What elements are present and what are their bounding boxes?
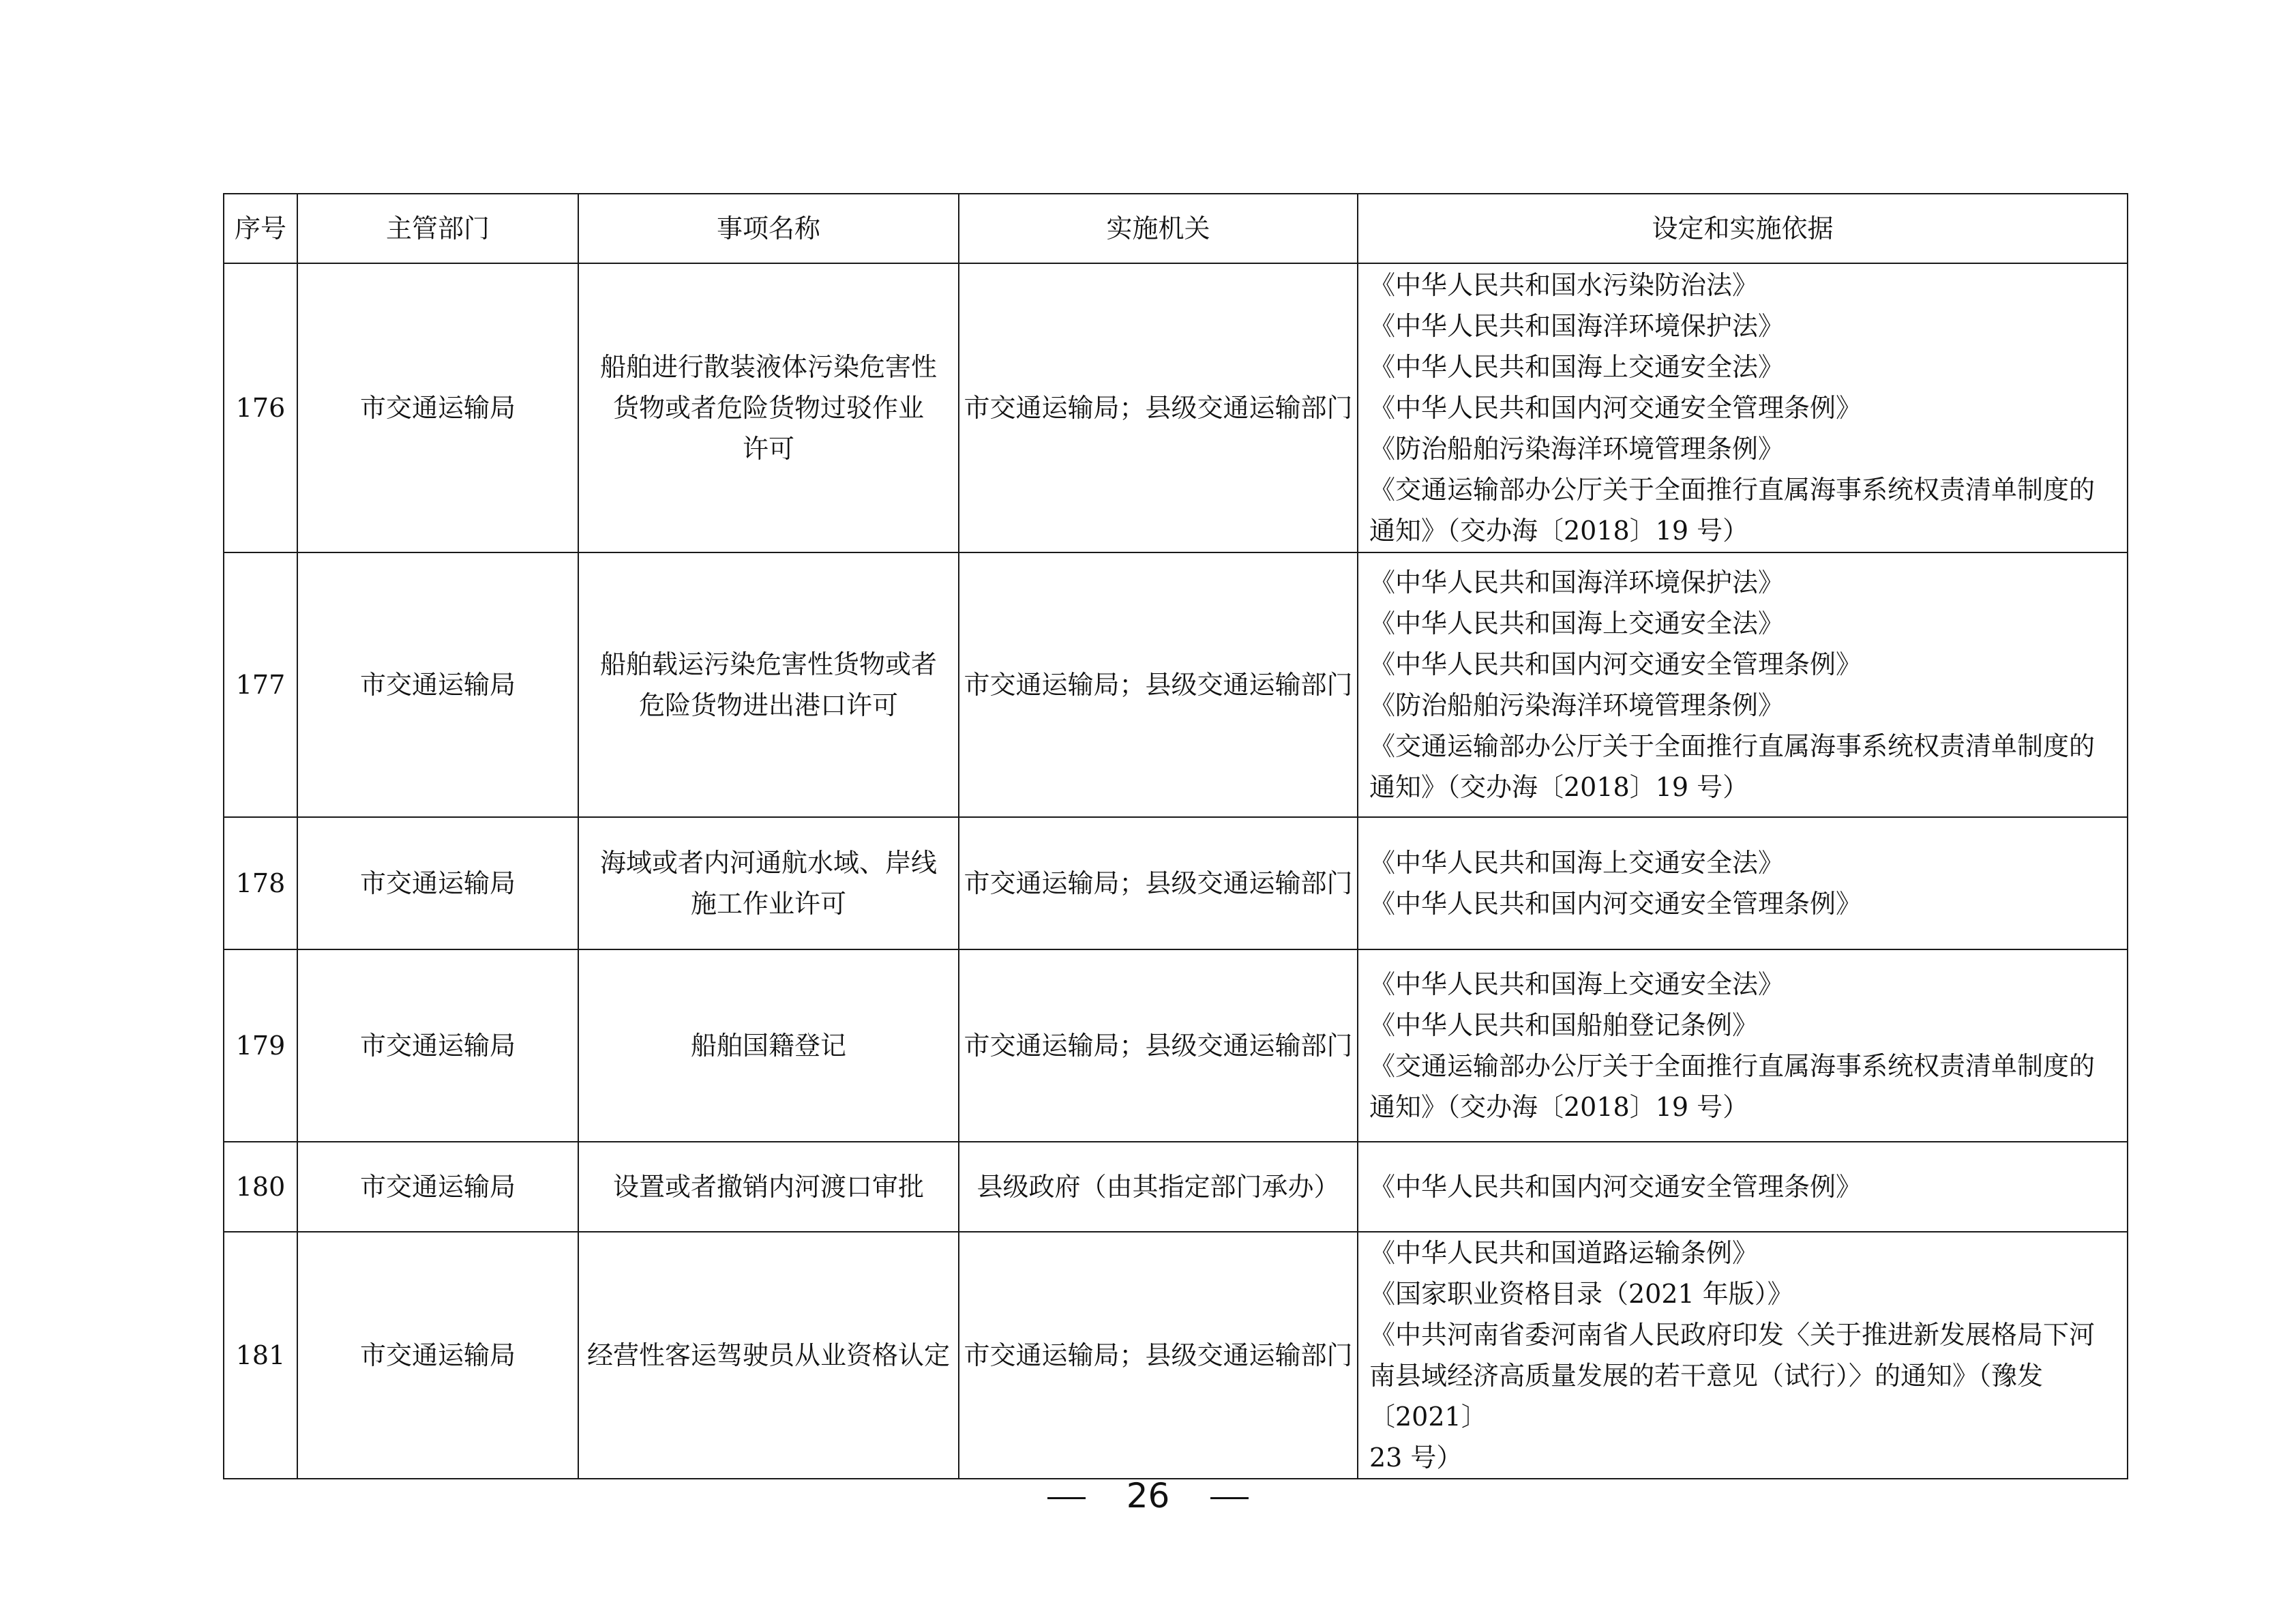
legal-basis-line: 《国家职业资格目录（2021 年版）》 [1369,1279,1793,1309]
header-legal-basis: 设定和实施依据 [1358,194,2128,263]
legal-basis-line: 通知》（交办海〔2018〕19 号） [1369,772,1749,802]
item-name-line: 海域或者内河通航水域、岸线 [599,848,937,878]
legal-basis-line: 《防治船舶污染海洋环境管理条例》 [1369,434,1785,464]
header-department: 主管部门 [297,194,578,263]
page-footer [0,1472,2296,1520]
item-name-line: 设置或者撤销内河渡口审批 [612,1172,924,1202]
item-name-line: 船舶国籍登记 [690,1031,846,1061]
cell-serial-number: 177 [224,552,297,817]
item-name-line: 船舶载运污染危害性货物或者 [599,649,937,679]
cell-legal-basis [1358,817,2128,949]
table-header-row [224,194,2128,263]
legal-basis-line: 《中共河南省委河南省人民政府印发〈关于推进新发展格局下河 [1369,1320,2096,1350]
legal-basis-line: 《中华人民共和国海上交通安全法》 [1369,969,1785,999]
cell-implementing-agency: 市交通运输局；县级交通运输部门 [959,1232,1358,1479]
legal-basis-line: 《中华人民共和国海洋环境保护法》 [1369,567,1785,597]
table-row [224,1142,2128,1232]
legal-basis-line: 南县域经济高质量发展的若干意见（试行）〉的通知》（豫发〔2021〕 [1369,1361,2044,1432]
cell-implementing-agency: 市交通运输局；县级交通运输部门 [959,817,1358,949]
cell-legal-basis [1358,949,2128,1142]
cell-serial-number: 179 [224,949,297,1142]
legal-basis-line: 《交通运输部办公厅关于全面推行直属海事系统权责清单制度的 [1369,731,2096,761]
cell-implementing-agency: 市交通运输局；县级交通运输部门 [959,949,1358,1142]
legal-basis-line: 《交通运输部办公厅关于全面推行直属海事系统权责清单制度的 [1369,475,2096,505]
cell-serial-number: 178 [224,817,297,949]
table-row [224,1232,2128,1479]
cell-department: 市交通运输局 [297,1142,578,1232]
legal-basis-line: 《中华人民共和国道路运输条例》 [1369,1238,1759,1268]
cell-serial-number: 181 [224,1232,297,1479]
cell-item-name [578,263,959,552]
cell-legal-basis [1358,263,2128,552]
legal-basis-line: 《防治船舶污染海洋环境管理条例》 [1369,690,1785,720]
item-name-line: 许可 [742,434,794,464]
header-serial-number: 序号 [224,194,297,263]
item-name-line: 施工作业许可 [690,889,846,919]
table-body [224,263,2128,1479]
item-name-line: 危险货物进出港口许可 [638,690,898,720]
legal-basis-line: 《中华人民共和国水污染防治法》 [1369,270,1759,300]
header-implementing-agency: 实施机关 [959,194,1358,263]
item-name-line: 经营性客运驾驶员从业资格认定 [586,1340,950,1370]
footer-dash-left [1047,1497,1086,1499]
cell-legal-basis [1358,1232,2128,1479]
table-row [224,949,2128,1142]
cell-department: 市交通运输局 [297,817,578,949]
cell-department: 市交通运输局 [297,552,578,817]
cell-implementing-agency: 市交通运输局；县级交通运输部门 [959,263,1358,552]
cell-department: 市交通运输局 [297,263,578,552]
legal-basis-line: 《中华人民共和国内河交通安全管理条例》 [1369,649,1862,679]
cell-department: 市交通运输局 [297,1232,578,1479]
header-item-name: 事项名称 [578,194,959,263]
legal-basis-line: 《中华人民共和国内河交通安全管理条例》 [1369,393,1862,423]
legal-basis-line: 《中华人民共和国内河交通安全管理条例》 [1369,889,1862,919]
legal-basis-line: 《中华人民共和国船舶登记条例》 [1369,1010,1759,1040]
item-name-line: 货物或者危险货物过驳作业 [612,393,924,423]
cell-implementing-agency: 县级政府（由其指定部门承办） [959,1142,1358,1232]
legal-basis-line: 《交通运输部办公厅关于全面推行直属海事系统权责清单制度的 [1369,1051,2096,1081]
item-name-line: 船舶进行散装液体污染危害性 [599,352,937,382]
footer-dash-right [1210,1497,1249,1499]
page-number: 26 [1126,1476,1170,1516]
cell-item-name [578,1142,959,1232]
legal-basis-line: 通知》（交办海〔2018〕19 号） [1369,516,1749,546]
cell-item-name [578,1232,959,1479]
table-row [224,263,2128,552]
cell-item-name [578,817,959,949]
cell-serial-number: 180 [224,1142,297,1232]
document-table [223,193,2128,1479]
legal-basis-line: 通知》（交办海〔2018〕19 号） [1369,1092,1749,1122]
cell-department: 市交通运输局 [297,949,578,1142]
cell-legal-basis [1358,552,2128,817]
legal-basis-line: 《中华人民共和国海上交通安全法》 [1369,608,1785,638]
legal-basis-line: 《中华人民共和国海洋环境保护法》 [1369,311,1785,341]
table-row [224,552,2128,817]
cell-legal-basis [1358,1142,2128,1232]
cell-item-name [578,552,959,817]
cell-item-name [578,949,959,1142]
table-row [224,817,2128,949]
legal-basis-line: 《中华人民共和国海上交通安全法》 [1369,352,1785,382]
cell-serial-number: 176 [224,263,297,552]
legal-basis-line: 23 号） [1369,1443,1463,1473]
legal-basis-line: 《中华人民共和国内河交通安全管理条例》 [1369,1172,1862,1202]
cell-implementing-agency: 市交通运输局；县级交通运输部门 [959,552,1358,817]
legal-basis-line: 《中华人民共和国海上交通安全法》 [1369,848,1785,878]
